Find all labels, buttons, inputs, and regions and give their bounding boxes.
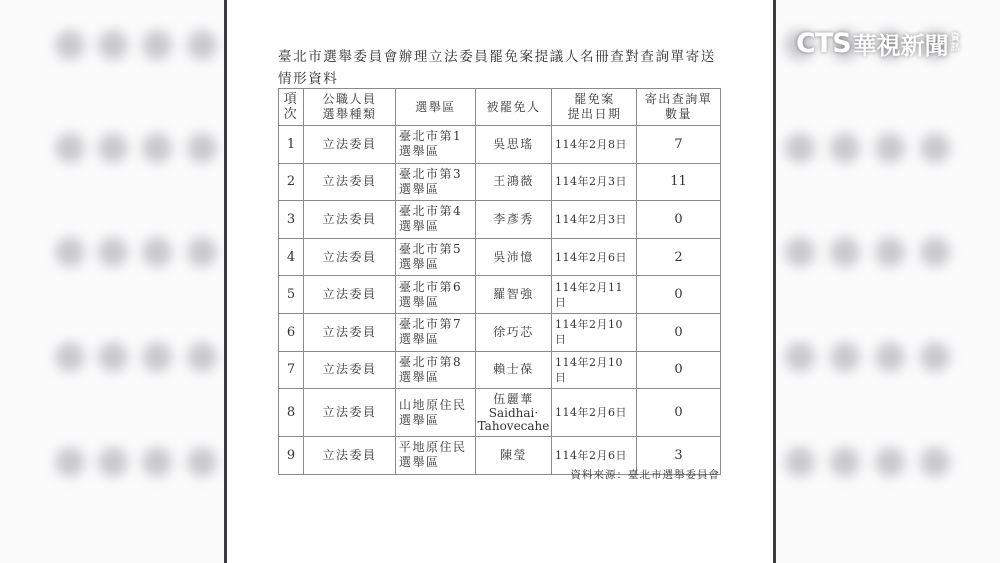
cell-count: 0	[637, 313, 721, 351]
cell-count: 0	[637, 389, 721, 437]
cell-date: 114年2月10日	[552, 313, 637, 351]
header-inquiry-count: 寄出查詢單 數量	[637, 89, 721, 126]
cell-no: 3	[279, 201, 304, 239]
cts-news-logo	[796, 28, 960, 58]
table-row	[279, 163, 721, 201]
cell-type: 立法委員	[304, 351, 396, 389]
cell-count: 11	[637, 163, 721, 201]
cell-date: 114年2月3日	[552, 201, 637, 239]
cell-type: 立法委員	[304, 163, 396, 201]
cell-count: 0	[637, 276, 721, 314]
cell-type: 立法委員	[304, 126, 396, 164]
header-filing-date: 罷免案 提出日期	[552, 89, 637, 126]
header-recalled-person: 被罷免人	[476, 89, 552, 126]
recall-roster-table	[278, 88, 721, 475]
cell-count: 7	[637, 126, 721, 164]
cell-name: 賴士葆	[476, 351, 552, 389]
cell-no: 5	[279, 276, 304, 314]
cell-date: 114年2月6日	[552, 389, 637, 437]
cell-district: 臺北市第3 選舉區	[396, 163, 476, 201]
cell-type: 立法委員	[304, 437, 396, 475]
cell-type: 立法委員	[304, 238, 396, 276]
cell-date: 114年2月8日	[552, 126, 637, 164]
cell-date: 114年2月6日	[552, 437, 637, 475]
cell-district: 臺北市第7 選舉區	[396, 313, 476, 351]
document-title: 臺北市選舉委員會辦理立法委員罷免案提議人名冊查對查詢單寄送情形資料	[278, 49, 716, 87]
header-election-type: 公職人員 選舉種類	[304, 89, 396, 126]
cell-type: 立法委員	[304, 389, 396, 437]
cell-count: 0	[637, 201, 721, 239]
cell-date: 114年2月3日	[552, 163, 637, 201]
cell-count: 2	[637, 238, 721, 276]
cell-no: 4	[279, 238, 304, 276]
cell-district: 臺北市第1 選舉區	[396, 126, 476, 164]
cell-district: 山地原住民 選舉區	[396, 389, 476, 437]
table-row	[279, 201, 721, 239]
cell-no: 7	[279, 351, 304, 389]
cell-name: 吳思瑤	[476, 126, 552, 164]
cell-district: 臺北市第8 選舉區	[396, 351, 476, 389]
cell-no: 1	[279, 126, 304, 164]
cell-name: 李彥秀	[476, 201, 552, 239]
cell-no: 6	[279, 313, 304, 351]
table-row	[279, 389, 721, 437]
cell-date: 114年2月10日	[552, 351, 637, 389]
cell-date: 114年2月6日	[552, 238, 637, 276]
header-item-no: 項 次	[279, 89, 304, 126]
cell-district: 臺北市第6 選舉區	[396, 276, 476, 314]
table-row	[279, 313, 721, 351]
cell-type: 立法委員	[304, 276, 396, 314]
cell-name: 羅智強	[476, 276, 552, 314]
cell-name: 吳沛憶	[476, 238, 552, 276]
cell-date: 114年2月11日	[552, 276, 637, 314]
cell-name: 陳瑩	[476, 437, 552, 475]
cell-count: 3	[637, 437, 721, 475]
header-district: 選舉區	[396, 89, 476, 126]
logo-sub: 資 訊	[950, 33, 960, 53]
cell-name: 王鴻薇	[476, 163, 552, 201]
cell-no: 2	[279, 163, 304, 201]
table-header-row	[279, 89, 721, 126]
cell-name: 徐巧芯	[476, 313, 552, 351]
table-row	[279, 126, 721, 164]
table-row	[279, 276, 721, 314]
cell-type: 立法委員	[304, 313, 396, 351]
cell-no: 8	[279, 389, 304, 437]
cell-name: 伍麗華 Saidhai‧ Tahovecahe	[476, 389, 552, 437]
cell-district: 平地原住民 選舉區	[396, 437, 476, 475]
cell-count: 0	[637, 351, 721, 389]
logo-chinese: 華視新聞	[852, 31, 949, 60]
source-note: 資料來源：臺北市選舉委員會	[570, 469, 720, 481]
logo-latin: CTS	[796, 27, 851, 59]
table-row	[279, 351, 721, 389]
table-row	[279, 238, 721, 276]
cell-no: 9	[279, 437, 304, 475]
cell-district: 臺北市第5 選舉區	[396, 238, 476, 276]
cell-district: 臺北市第4 選舉區	[396, 201, 476, 239]
cell-type: 立法委員	[304, 201, 396, 239]
